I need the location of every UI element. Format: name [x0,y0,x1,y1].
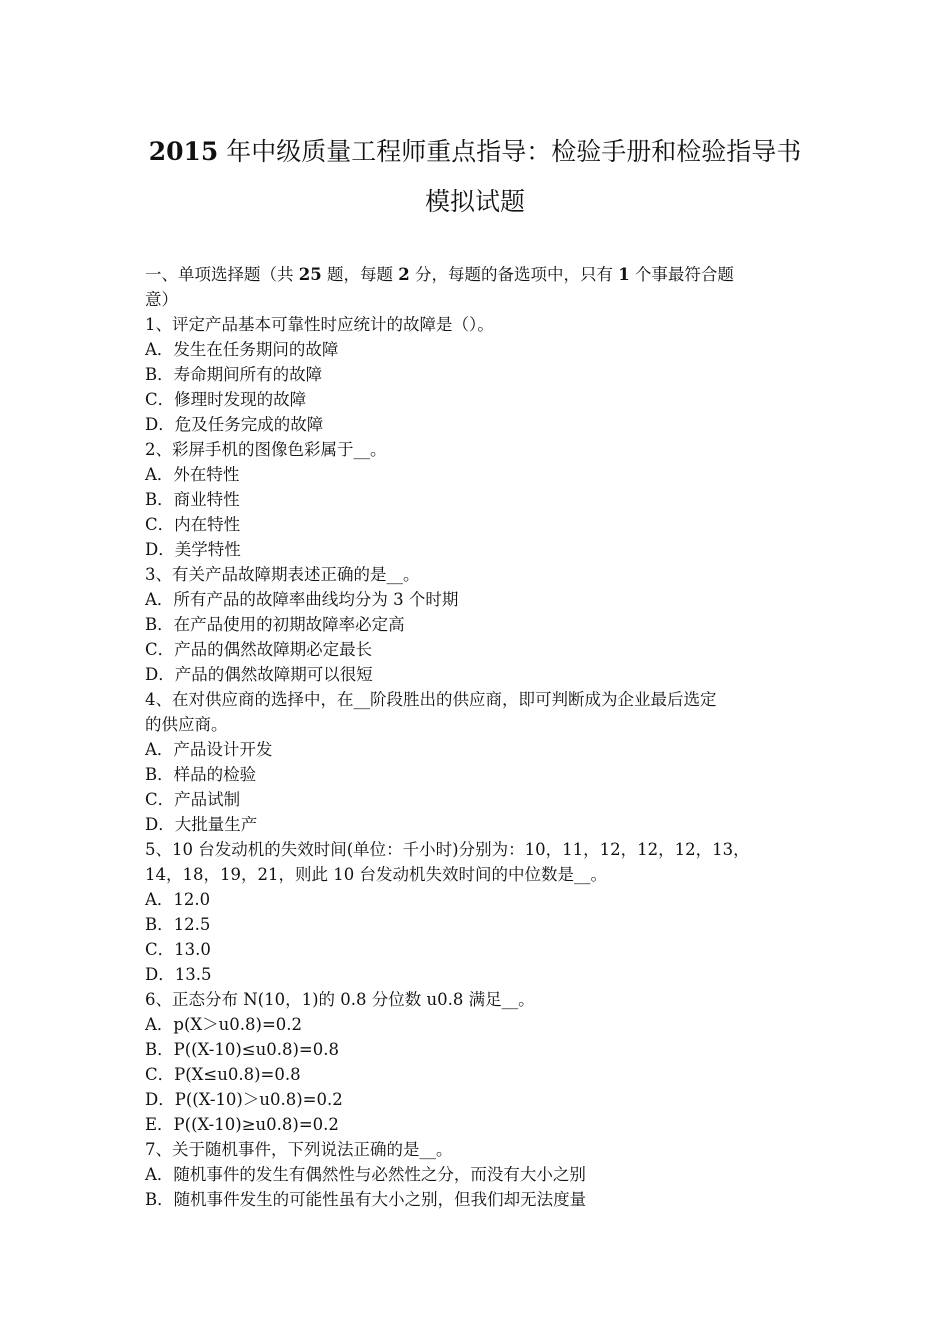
title-text: 年中级质量工程师重点指导：检验手册和检验指导书 [218,137,802,166]
option-line: A．所有产品的故障率曲线均分为 3 个时期 [145,590,459,609]
option-line: B．12.5 [145,915,211,934]
option-line: B．样品的检验 [145,765,257,784]
section-text: 题，每题 [321,265,399,284]
option-line: C．内在特性 [145,515,241,534]
option-line: D．大批量生产 [145,815,258,834]
points-per-question: 2 [398,265,410,284]
option-line: A．产品设计开发 [145,740,273,759]
option-line: C．产品试制 [145,790,241,809]
question-line: 4、在对供应商的选择中，在__阶段胜出的供应商，即可判断成为企业最后选定 [145,690,717,709]
option-line: A．外在特性 [145,465,240,484]
question-line: 3、有关产品故障期表述正确的是__。 [145,565,420,584]
option-line: D．产品的偶然故障期可以很短 [145,665,373,684]
question-line-continued: 14，18，19，21，则此 10 台发动机失效时间的中位数是__。 [145,865,607,884]
option-line: C．13.0 [145,940,211,959]
option-line: C．修理时发现的故障 [145,390,307,409]
document-title-line-2: 模拟试题 [424,187,525,216]
document-body [145,262,815,1212]
question-line: 1、评定产品基本可靠性时应统计的故障是（）。 [145,315,494,334]
answer-count: 1 [618,265,630,284]
question-line: 6、正态分布 N(10，1)的 0.8 分位数 u0.8 满足__。 [145,990,535,1009]
question-line: 7、关于随机事件，下列说法正确的是__。 [145,1140,453,1159]
title-year: 2015 [148,137,219,166]
option-line: B．在产品使用的初期故障率必定高 [145,615,405,634]
option-line: D．13.5 [145,965,212,984]
section-text: 个事最符合题 [629,265,734,284]
option-line: B．商业特性 [145,490,240,509]
section-heading [145,262,815,287]
option-line: A．随机事件的发生有偶然性与必然性之分，而没有大小之别 [145,1165,586,1184]
question-line: 2、彩屏手机的图像色彩属于__。 [145,440,387,459]
section-text: 一、单项选择题（共 [145,265,299,284]
option-line: A．12.0 [145,890,211,909]
section-heading-continued: 意） [145,290,178,309]
document-title-line-1 [60,136,890,168]
option-line: D．危及任务完成的故障 [145,415,324,434]
question-line-continued: 的供应商。 [145,715,228,734]
option-line: B．随机事件发生的可能性虽有大小之别，但我们却无法度量 [145,1190,587,1209]
option-line: A．p(X＞u0.8)=0.2 [145,1015,303,1034]
option-line: B．寿命期间所有的故障 [145,365,323,384]
section-text: 分，每题的备选项中，只有 [409,265,619,284]
option-line: E．P((X-10)≥u0.8)=0.2 [145,1115,339,1134]
question-line: 5、10 台发动机的失效时间(单位：千小时)分别为：10，11，12，12，12，13， [145,840,750,859]
question-count: 25 [298,265,322,284]
option-line: A．发生在任务期问的故障 [145,340,339,359]
option-line: D．美学特性 [145,540,241,559]
option-line: D．P((X-10)＞u0.8)=0.2 [145,1090,343,1109]
option-line: C．P(X≤u0.8)=0.8 [145,1065,301,1084]
option-line: B．P((X-10)≤u0.8)=0.8 [145,1040,339,1059]
option-line: C．产品的偶然故障期必定最长 [145,640,373,659]
